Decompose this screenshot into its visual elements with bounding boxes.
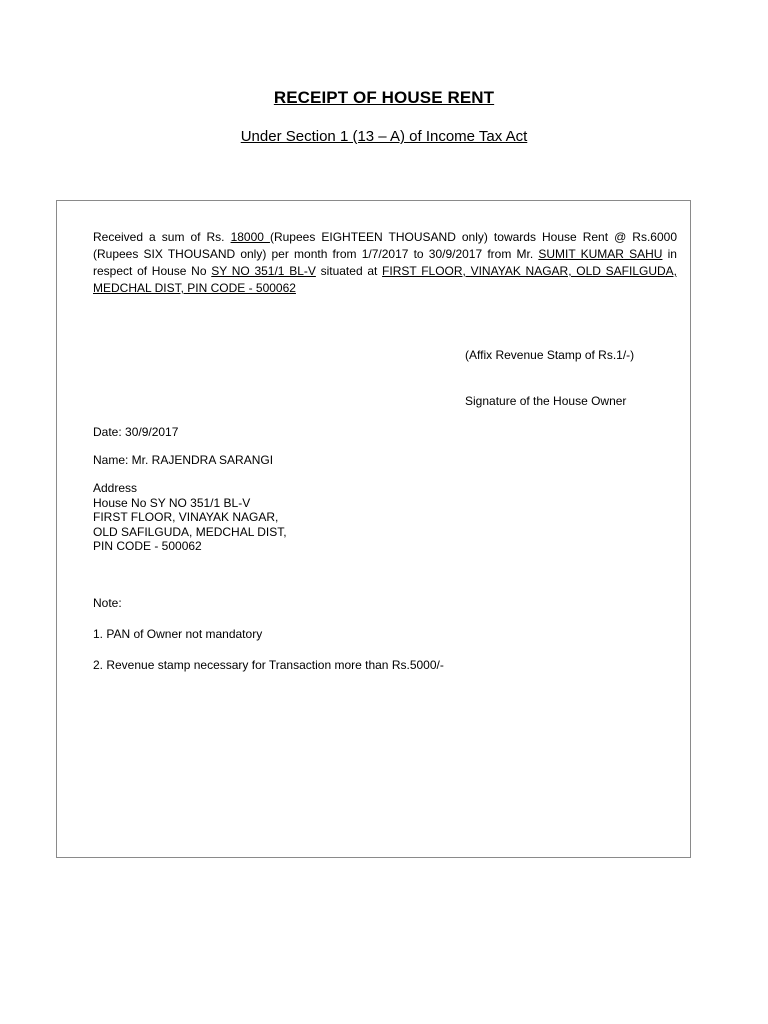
receipt-date: Date: 30/9/2017 <box>93 425 179 439</box>
receipt-text-1: Received a sum of Rs. <box>93 230 231 244</box>
owner-signature-label: Signature of the House Owner <box>465 394 627 408</box>
address-line: FIRST FLOOR, VINAYAK NAGAR, <box>93 510 279 524</box>
address-line: OLD SAFILGUDA, MEDCHAL DIST, <box>93 524 287 539</box>
document-title: RECEIPT OF HOUSE RENT <box>273 88 495 107</box>
note-heading: Note: <box>93 596 122 610</box>
receipt-amount: 18000 <box>230 230 270 244</box>
receipt-text-2: (Rupees EIGHTEEN THOUSAND only) towards House Rent @ Rs.6000 (Rupees SIX THOUSAND only) per month from 1/7/2017 to 30/9/2017 from Mr. <box>93 230 677 261</box>
note-item: 2. Revenue stamp necessary for Transaction more than Rs.5000/- <box>93 658 444 672</box>
owner-address <box>93 481 287 554</box>
house-number: SY NO 351/1 BL-V <box>211 264 316 278</box>
receipt-text-4: situated at <box>315 264 383 278</box>
address-line: PIN CODE - 500062 <box>93 539 202 553</box>
address-line: House No SY NO 351/1 BL-V <box>93 495 251 510</box>
receipt-text-3: in respect of House No <box>93 247 677 278</box>
tenant-name: SUMIT KUMAR SAHU <box>538 247 663 261</box>
document-subtitle: Under Section 1 (13 – A) of Income Tax Act <box>240 128 528 145</box>
house-location: FIRST FLOOR, VINAYAK NAGAR, OLD SAFILGUDA, MEDCHAL DIST, PIN CODE - 500062 <box>93 264 677 295</box>
owner-name: Name: Mr. RAJENDRA SARANGI <box>93 453 274 467</box>
address-heading: Address <box>93 481 138 495</box>
note-item: 1. PAN of Owner not mandatory <box>93 627 263 641</box>
revenue-stamp-note: (Affix Revenue Stamp of Rs.1/-) <box>465 348 635 362</box>
receipt-paragraph <box>93 229 677 297</box>
